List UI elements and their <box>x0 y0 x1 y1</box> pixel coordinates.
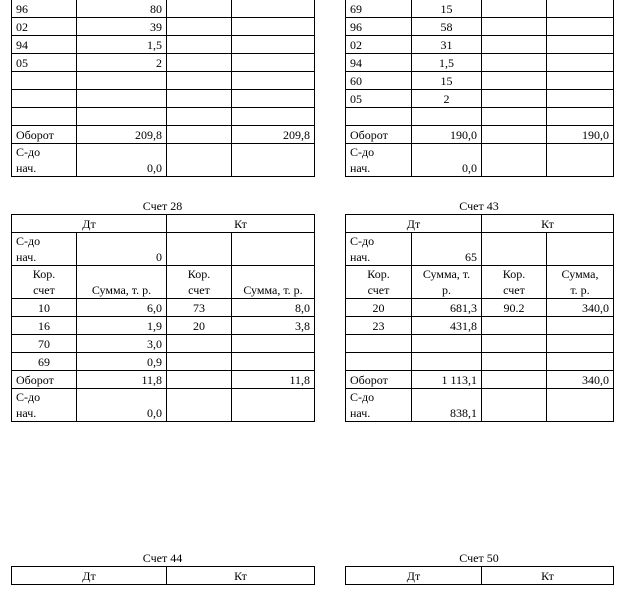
amount-debit: 31 <box>412 36 482 54</box>
amount-credit <box>232 353 315 371</box>
amount-credit <box>232 18 315 36</box>
corr-account-credit <box>482 335 547 353</box>
amount-credit <box>547 90 614 108</box>
top-left-account-table <box>11 0 315 177</box>
table-row <box>346 353 614 371</box>
closing-balance-row <box>346 144 614 177</box>
opening-balance-label: С-до нач. <box>346 233 412 266</box>
closing-balance-row <box>346 389 614 422</box>
corr-account-debit <box>346 108 412 126</box>
corr-account-credit: 73 <box>167 299 232 317</box>
corr-account-debit: 94 <box>346 54 412 72</box>
amount-debit <box>77 72 167 90</box>
table-row <box>12 54 315 72</box>
turnover-label: Оборот <box>346 126 412 144</box>
amount-debit: 1,5 <box>77 36 167 54</box>
corr-account-credit <box>482 0 547 18</box>
table-row <box>12 36 315 54</box>
corr-account-debit: 05 <box>346 90 412 108</box>
credit-header: Кт <box>482 567 614 585</box>
account-50-table <box>345 566 614 585</box>
closing-balance-value: 0,0 <box>77 144 167 177</box>
debit-header: Дт <box>12 567 167 585</box>
turnover-row <box>12 126 315 144</box>
closing-balance-row <box>12 144 315 177</box>
corr-account-credit <box>482 90 547 108</box>
credit-header: Кт <box>482 215 614 233</box>
corr-account-credit <box>167 0 232 18</box>
table-row <box>346 90 614 108</box>
amount-credit <box>232 335 315 353</box>
turnover-credit: 190,0 <box>547 126 614 144</box>
debit-credit-header <box>346 567 614 585</box>
table-row <box>346 18 614 36</box>
corr-account-credit: 20 <box>167 317 232 335</box>
corr-account-credit <box>482 353 547 371</box>
table-row <box>12 90 315 108</box>
corr-account-debit: 60 <box>346 72 412 90</box>
account-28-table <box>11 214 315 422</box>
corr-account-debit: 94 <box>12 36 77 54</box>
corr-account-credit <box>167 18 232 36</box>
turnover-debit: 1 113,1 <box>412 371 482 389</box>
debit-credit-header <box>12 215 315 233</box>
corr-account-credit <box>167 353 232 371</box>
corr-account-credit <box>482 72 547 90</box>
corr-account-header-credit: Кор. счет <box>167 266 232 299</box>
debit-header: Дт <box>346 567 482 585</box>
opening-balance-row <box>346 233 614 266</box>
account-28-title: Счет 28 <box>142 199 183 213</box>
corr-account-debit: 69 <box>346 0 412 18</box>
corr-account-credit <box>167 90 232 108</box>
amount-credit: 8,0 <box>232 299 315 317</box>
opening-balance-value: 0 <box>77 233 167 266</box>
table-row <box>346 54 614 72</box>
column-header-row <box>346 266 614 299</box>
corr-account-debit <box>12 72 77 90</box>
corr-account-header: Кор. счет <box>346 266 412 299</box>
amount-credit <box>547 335 614 353</box>
table-row <box>346 317 614 335</box>
amount-debit: 431,8 <box>412 317 482 335</box>
corr-account-credit <box>482 317 547 335</box>
corr-account-credit <box>167 335 232 353</box>
amount-credit <box>232 90 315 108</box>
corr-account-credit <box>167 54 232 72</box>
corr-account-debit: 96 <box>12 0 77 18</box>
corr-account-credit <box>482 18 547 36</box>
table-row <box>12 299 315 317</box>
amount-debit: 2 <box>412 90 482 108</box>
corr-account-credit <box>167 72 232 90</box>
table-row <box>346 72 614 90</box>
amount-header: Сумма, т. р. <box>77 266 167 299</box>
amount-debit: 80 <box>77 0 167 18</box>
amount-credit <box>547 108 614 126</box>
amount-debit: 3,0 <box>77 335 167 353</box>
amount-credit <box>547 0 614 18</box>
corr-account-debit: 02 <box>346 36 412 54</box>
amount-credit <box>547 54 614 72</box>
amount-credit <box>547 18 614 36</box>
opening-balance-row <box>12 233 315 266</box>
column-header-row <box>12 266 315 299</box>
amount-debit <box>77 90 167 108</box>
closing-balance-value: 0,0 <box>77 389 167 422</box>
account-43-table <box>345 214 614 422</box>
opening-balance-label: С-до нач. <box>12 233 77 266</box>
turnover-row <box>346 126 614 144</box>
corr-account-debit: 02 <box>12 18 77 36</box>
amount-header: Сумма, т. р. <box>412 266 482 299</box>
turnover-credit: 340,0 <box>547 371 614 389</box>
debit-header: Дт <box>12 215 167 233</box>
debit-credit-header <box>346 215 614 233</box>
amount-debit: 0,9 <box>77 353 167 371</box>
table-row <box>346 299 614 317</box>
opening-balance-value: 65 <box>412 233 482 266</box>
corr-account-credit: 90.2 <box>482 299 547 317</box>
corr-account-debit: 70 <box>12 335 77 353</box>
corr-account-debit <box>12 90 77 108</box>
account-43-title: Счет 43 <box>459 199 499 213</box>
table-row <box>12 18 315 36</box>
amount-debit <box>412 108 482 126</box>
amount-credit <box>547 353 614 371</box>
turnover-label: Оборот <box>12 371 77 389</box>
amount-credit <box>547 36 614 54</box>
table-row <box>346 108 614 126</box>
amount-debit: 15 <box>412 72 482 90</box>
closing-balance-value: 0,0 <box>412 144 482 177</box>
table-row <box>12 317 315 335</box>
amount-credit <box>232 72 315 90</box>
account-50-title: Счет 50 <box>459 551 499 565</box>
closing-balance-value: 838,1 <box>412 389 482 422</box>
amount-credit <box>232 0 315 18</box>
corr-account-debit: 69 <box>12 353 77 371</box>
amount-debit <box>412 335 482 353</box>
table-row <box>346 335 614 353</box>
turnover-debit: 190,0 <box>412 126 482 144</box>
turnover-credit: 11,8 <box>232 371 315 389</box>
corr-account-debit <box>12 108 77 126</box>
amount-header-credit: Сумма, т. р. <box>547 266 614 299</box>
amount-debit: 6,0 <box>77 299 167 317</box>
corr-account-credit <box>167 108 232 126</box>
account-44-table <box>11 566 315 585</box>
table-row <box>12 108 315 126</box>
corr-account-debit: 23 <box>346 317 412 335</box>
amount-credit <box>547 72 614 90</box>
corr-account-credit <box>482 36 547 54</box>
debit-credit-header <box>12 567 315 585</box>
amount-debit: 15 <box>412 0 482 18</box>
amount-credit <box>232 108 315 126</box>
closing-balance-label: С-до нач. <box>12 389 77 422</box>
corr-account-debit: 96 <box>346 18 412 36</box>
table-row <box>12 72 315 90</box>
table-row <box>12 0 315 18</box>
amount-debit: 681,3 <box>412 299 482 317</box>
table-row <box>12 335 315 353</box>
turnover-debit: 209,8 <box>77 126 167 144</box>
amount-debit: 1,5 <box>412 54 482 72</box>
corr-account-debit: 05 <box>12 54 77 72</box>
credit-header: Кт <box>167 215 315 233</box>
amount-debit: 39 <box>77 18 167 36</box>
closing-balance-row <box>12 389 315 422</box>
closing-balance-label: С-до нач. <box>346 389 412 422</box>
account-44-title: Счет 44 <box>142 551 183 565</box>
amount-credit <box>232 36 315 54</box>
corr-account-debit: 16 <box>12 317 77 335</box>
corr-account-header: Кор. счет <box>12 266 77 299</box>
credit-header: Кт <box>167 567 315 585</box>
turnover-row <box>346 371 614 389</box>
turnover-debit: 11,8 <box>77 371 167 389</box>
table-row <box>346 0 614 18</box>
turnover-credit: 209,8 <box>232 126 315 144</box>
turnover-row <box>12 371 315 389</box>
corr-account-credit <box>482 108 547 126</box>
amount-header-credit: Сумма, т. р. <box>232 266 315 299</box>
corr-account-debit: 10 <box>12 299 77 317</box>
closing-balance-label: С-до нач. <box>346 144 412 177</box>
amount-debit <box>412 353 482 371</box>
corr-account-debit <box>346 353 412 371</box>
turnover-label: Оборот <box>12 126 77 144</box>
amount-credit: 3,8 <box>232 317 315 335</box>
amount-debit <box>77 108 167 126</box>
amount-debit: 2 <box>77 54 167 72</box>
corr-account-credit <box>482 54 547 72</box>
corr-account-debit: 20 <box>346 299 412 317</box>
amount-credit <box>232 54 315 72</box>
turnover-label: Оборот <box>346 371 412 389</box>
amount-credit: 340,0 <box>547 299 614 317</box>
debit-header: Дт <box>346 215 482 233</box>
amount-debit: 1,9 <box>77 317 167 335</box>
table-row <box>12 353 315 371</box>
closing-balance-label: С-до нач. <box>12 144 77 177</box>
top-right-account-table <box>345 0 614 177</box>
amount-debit: 58 <box>412 18 482 36</box>
table-row <box>346 36 614 54</box>
corr-account-header-credit: Кор. счет <box>482 266 547 299</box>
corr-account-credit <box>167 36 232 54</box>
amount-credit <box>547 317 614 335</box>
corr-account-debit <box>346 335 412 353</box>
